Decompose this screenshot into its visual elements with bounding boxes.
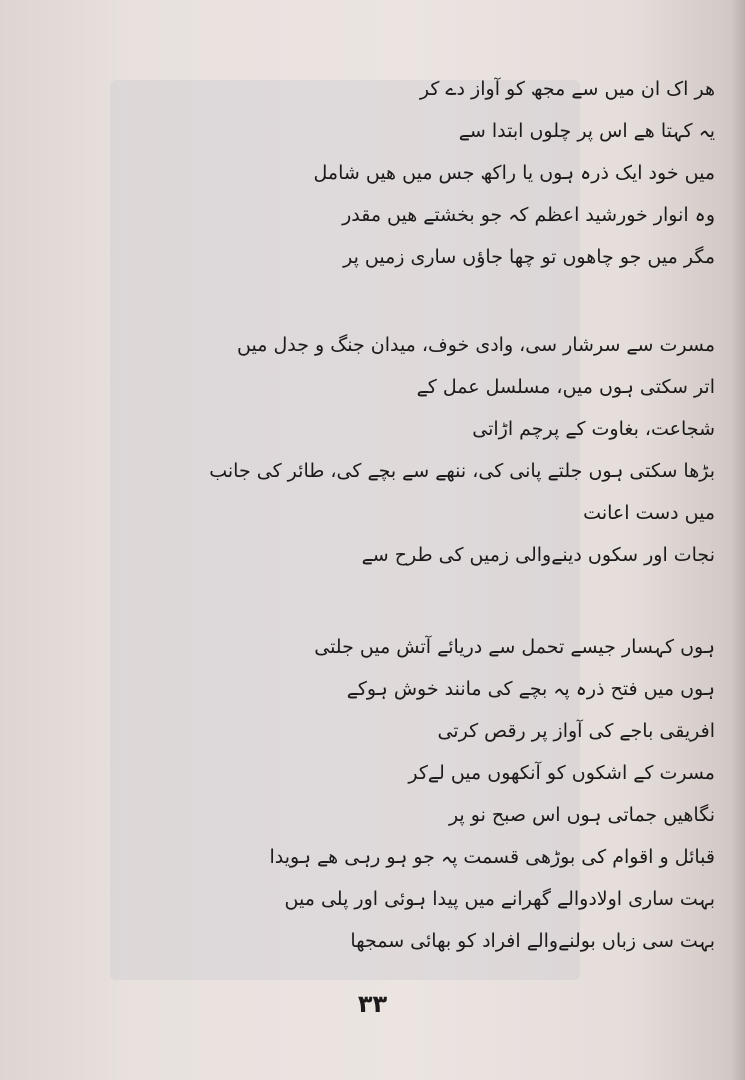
- poem-line: مسرت کے اشکوں کو آنکھوں میں لےکر: [408, 762, 715, 784]
- stanza-2: [55, 324, 715, 576]
- poem-line: هر اک ان میں سے مجھ کو آواز دے کر: [419, 78, 715, 100]
- poem-line: بڑھا سکتی ہوں جلتے پانی کی، ننھے سے بچے کی، طائر کی جانب: [209, 460, 715, 482]
- poem-line: مگر میں جو چاھوں تو چھا جاؤں ساری زمیں پر: [343, 246, 715, 268]
- poem-line: ہوں میں فتح ذرہ پہ بچے کی مانند خوش ہوکے: [346, 678, 715, 700]
- poem-line: قبائل و اقوام کی بوڑھی قسمت پہ جو ہو رہی ھے ہویدا: [269, 846, 715, 868]
- poem-line: نگاھیں جماتی ہوں اس صبح نو پر: [448, 804, 715, 826]
- poem-line: نجات اور سکوں دینےوالی زمیں کی طرح سے: [361, 544, 715, 566]
- poem-line: ہوں کہسار جیسے تحمل سے دریائے آتش میں جلتی: [314, 636, 715, 658]
- poem-line: یہ کہتا ھے اس پر چلوں ابتدا سے: [458, 120, 715, 142]
- poem-line: بہت ساری اولادوالے گھرانے میں پیدا ہوئی اور پلی میں: [284, 888, 715, 910]
- poem-line: افریقی باجے کی آواز پر رقص کرتی: [437, 720, 715, 742]
- poem-line: میں خود ایک ذرہ ہوں یا راکھ جس میں ھیں شامل: [313, 162, 715, 184]
- poem-line: میں دست اعانت: [583, 502, 715, 524]
- page-edge-shadow: [731, 0, 745, 1080]
- poem-line: بہت سی زباں بولنےوالے افراد کو بھائی سمجھا: [350, 930, 715, 952]
- stanza-1: [115, 68, 715, 278]
- stanza-3: [55, 626, 715, 962]
- poem-line: شجاعت، بغاوت کے پرچم اڑاتی: [472, 418, 715, 440]
- page-number: ۳۳: [357, 990, 388, 1018]
- poem-line: مسرت سے سرشار سی، وادی خوف، میدان جنگ و جدل میں: [237, 334, 715, 356]
- poem-line: وہ انوار خورشید اعظم کہ جو بخشتے ھیں مقدر: [342, 204, 715, 226]
- poem-line: اتر سکتی ہوں میں، مسلسل عمل کے: [416, 376, 715, 398]
